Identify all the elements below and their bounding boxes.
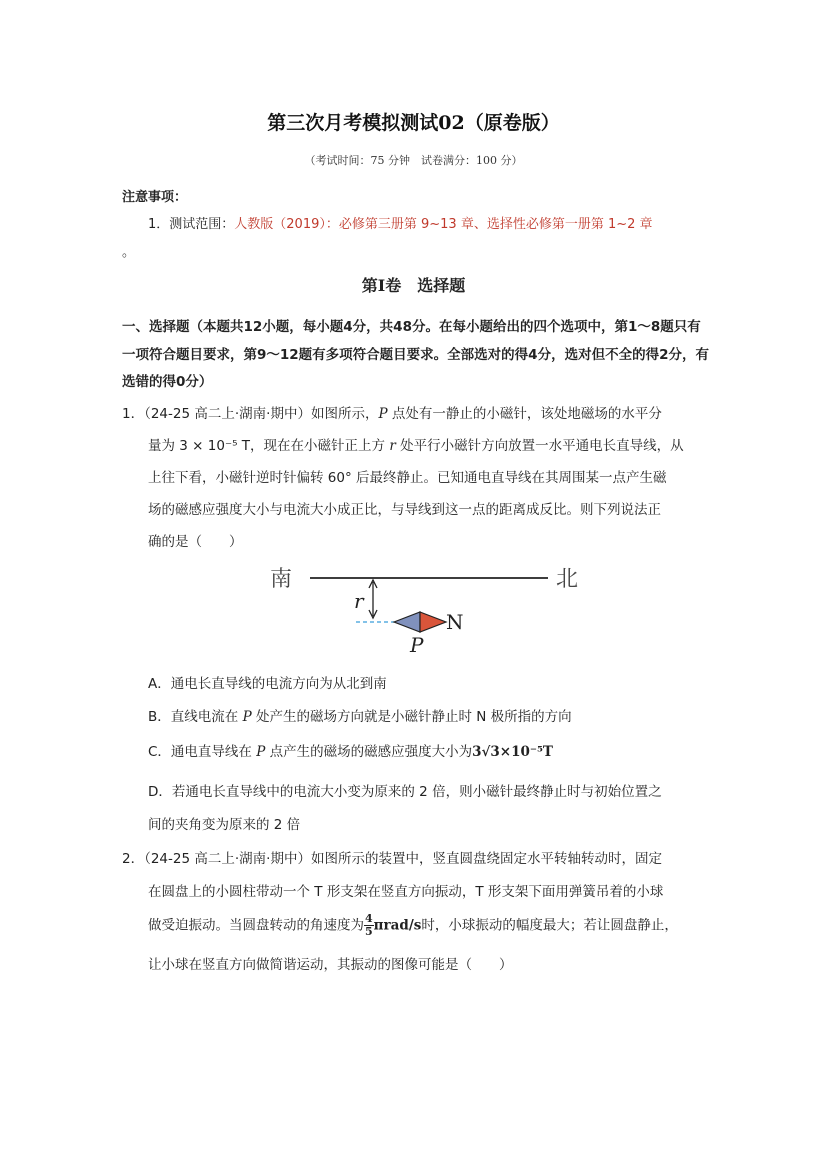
q1-option-b (148, 705, 572, 725)
test-range (148, 213, 653, 232)
q1-line-2 (148, 434, 684, 454)
q2-line-3 (148, 913, 678, 938)
notes-heading: 注意事项： (122, 190, 188, 205)
label-south: 南 (270, 567, 293, 592)
q2-text: 时，小球振动的幅度最大；若让圆盘静止， (421, 917, 678, 934)
q1-option-c-point: P (256, 744, 266, 760)
fraction-numerator: 4 (365, 912, 373, 925)
test-range-tail: 。 (122, 245, 136, 260)
section-instructions: 一、选择题（本题共12小题，每小题4分，共48分。在每小题给出的四个选项中，第1～8题只有一项符合题目要求，第9～12题有多项符合题目要求。全部选对的得4分，选对但不全的得2分，有选错的得0分） (122, 319, 709, 390)
q1-magnet-figure (260, 556, 590, 660)
q2-line-2: 在圆盘上的小圆柱带动一个 T 形支架在竖直方向振动，T 形支架下面用弹簧吊着的小球 (148, 884, 664, 900)
test-range-prefix: 1．测试范围： (148, 217, 235, 232)
q1-option-c-text: C．通电直导线在 (148, 744, 257, 760)
q2-line-1: 2．（24-25 高二上·湖南·期中）如图所示的装置中，竖直圆盘绕固定水平转轴转动时，固定 (122, 851, 662, 867)
q1-text: 处平行小磁针方向放置一水平通电长直导线，从 (395, 438, 684, 454)
needle-north-half (420, 612, 446, 632)
q1-line-1 (122, 402, 662, 422)
q1-option-a: A．通电长直导线的电流方向为从北到南 (148, 676, 387, 692)
q1-option-c-text: 点产生的磁场的磁感应强度大小为 (265, 744, 473, 760)
q1-distance-r: r (389, 438, 396, 454)
q1-option-d-line-2: 间的夹角变为原来的 2 倍 (148, 817, 301, 833)
q1-option-b-text: 处产生的磁场方向就是小磁针静止时 N 极所指的方向 (251, 709, 572, 725)
fraction-denominator: 5 (365, 925, 373, 938)
q1-option-d-line-1: D．若通电长直导线中的电流大小变为原来的 2 倍，则小磁针最终静止时与初始位置之 (148, 784, 662, 800)
q1-line-5: 确的是（ ） (148, 534, 243, 550)
label-north: 北 (556, 567, 579, 592)
q2-fraction (364, 913, 374, 938)
label-r: r (354, 589, 364, 613)
q1-line-4: 场的磁感应强度大小与电流大小成正比，与导线到这一点的距离成反比。则下列说法正 (148, 502, 661, 518)
page-title: 第三次月考模拟测试02（原卷版） (267, 112, 560, 134)
q1-text: 点处有一静止的小磁针，该处地磁场的水平分 (387, 406, 662, 422)
label-p: P (410, 633, 424, 657)
q1-option-c-formula: 3√3×10⁻⁵T (472, 744, 553, 760)
q1-option-b-text: B．直线电流在 (148, 709, 243, 725)
q1-line-3: 上往下看，小磁针逆时针偏转 60° 后最终静止。已知通电直导线在其周围某一点产生磁 (148, 470, 667, 486)
q1-text: 量为 3 × 10⁻⁵ T，现在在小磁针正上方 (148, 438, 390, 454)
q1-text: 1．（24-25 高二上·湖南·期中）如图所示， (122, 406, 379, 422)
test-range-scope: 人教版（2019）：必修第三册第 9~13 章、选择性必修第一册第 1~2 章 (234, 217, 653, 232)
q2-angular-unit: πrad/s (373, 917, 422, 934)
q1-point-p: P (378, 406, 388, 422)
part-title: 第Ⅰ卷 选择题 (361, 276, 466, 295)
exam-info: （考试时间：75 分钟 试卷满分：100 分） (304, 154, 523, 167)
q2-line-4: 让小球在竖直方向做简谐运动，其振动的图像可能是（ ） (148, 957, 513, 973)
q1-option-b-point: P (242, 709, 252, 725)
label-n: N (446, 610, 464, 634)
q2-text: 做受迫振动。当圆盘转动的角速度为 (148, 917, 364, 934)
needle-south-half (394, 612, 420, 632)
q1-option-c (148, 740, 553, 760)
